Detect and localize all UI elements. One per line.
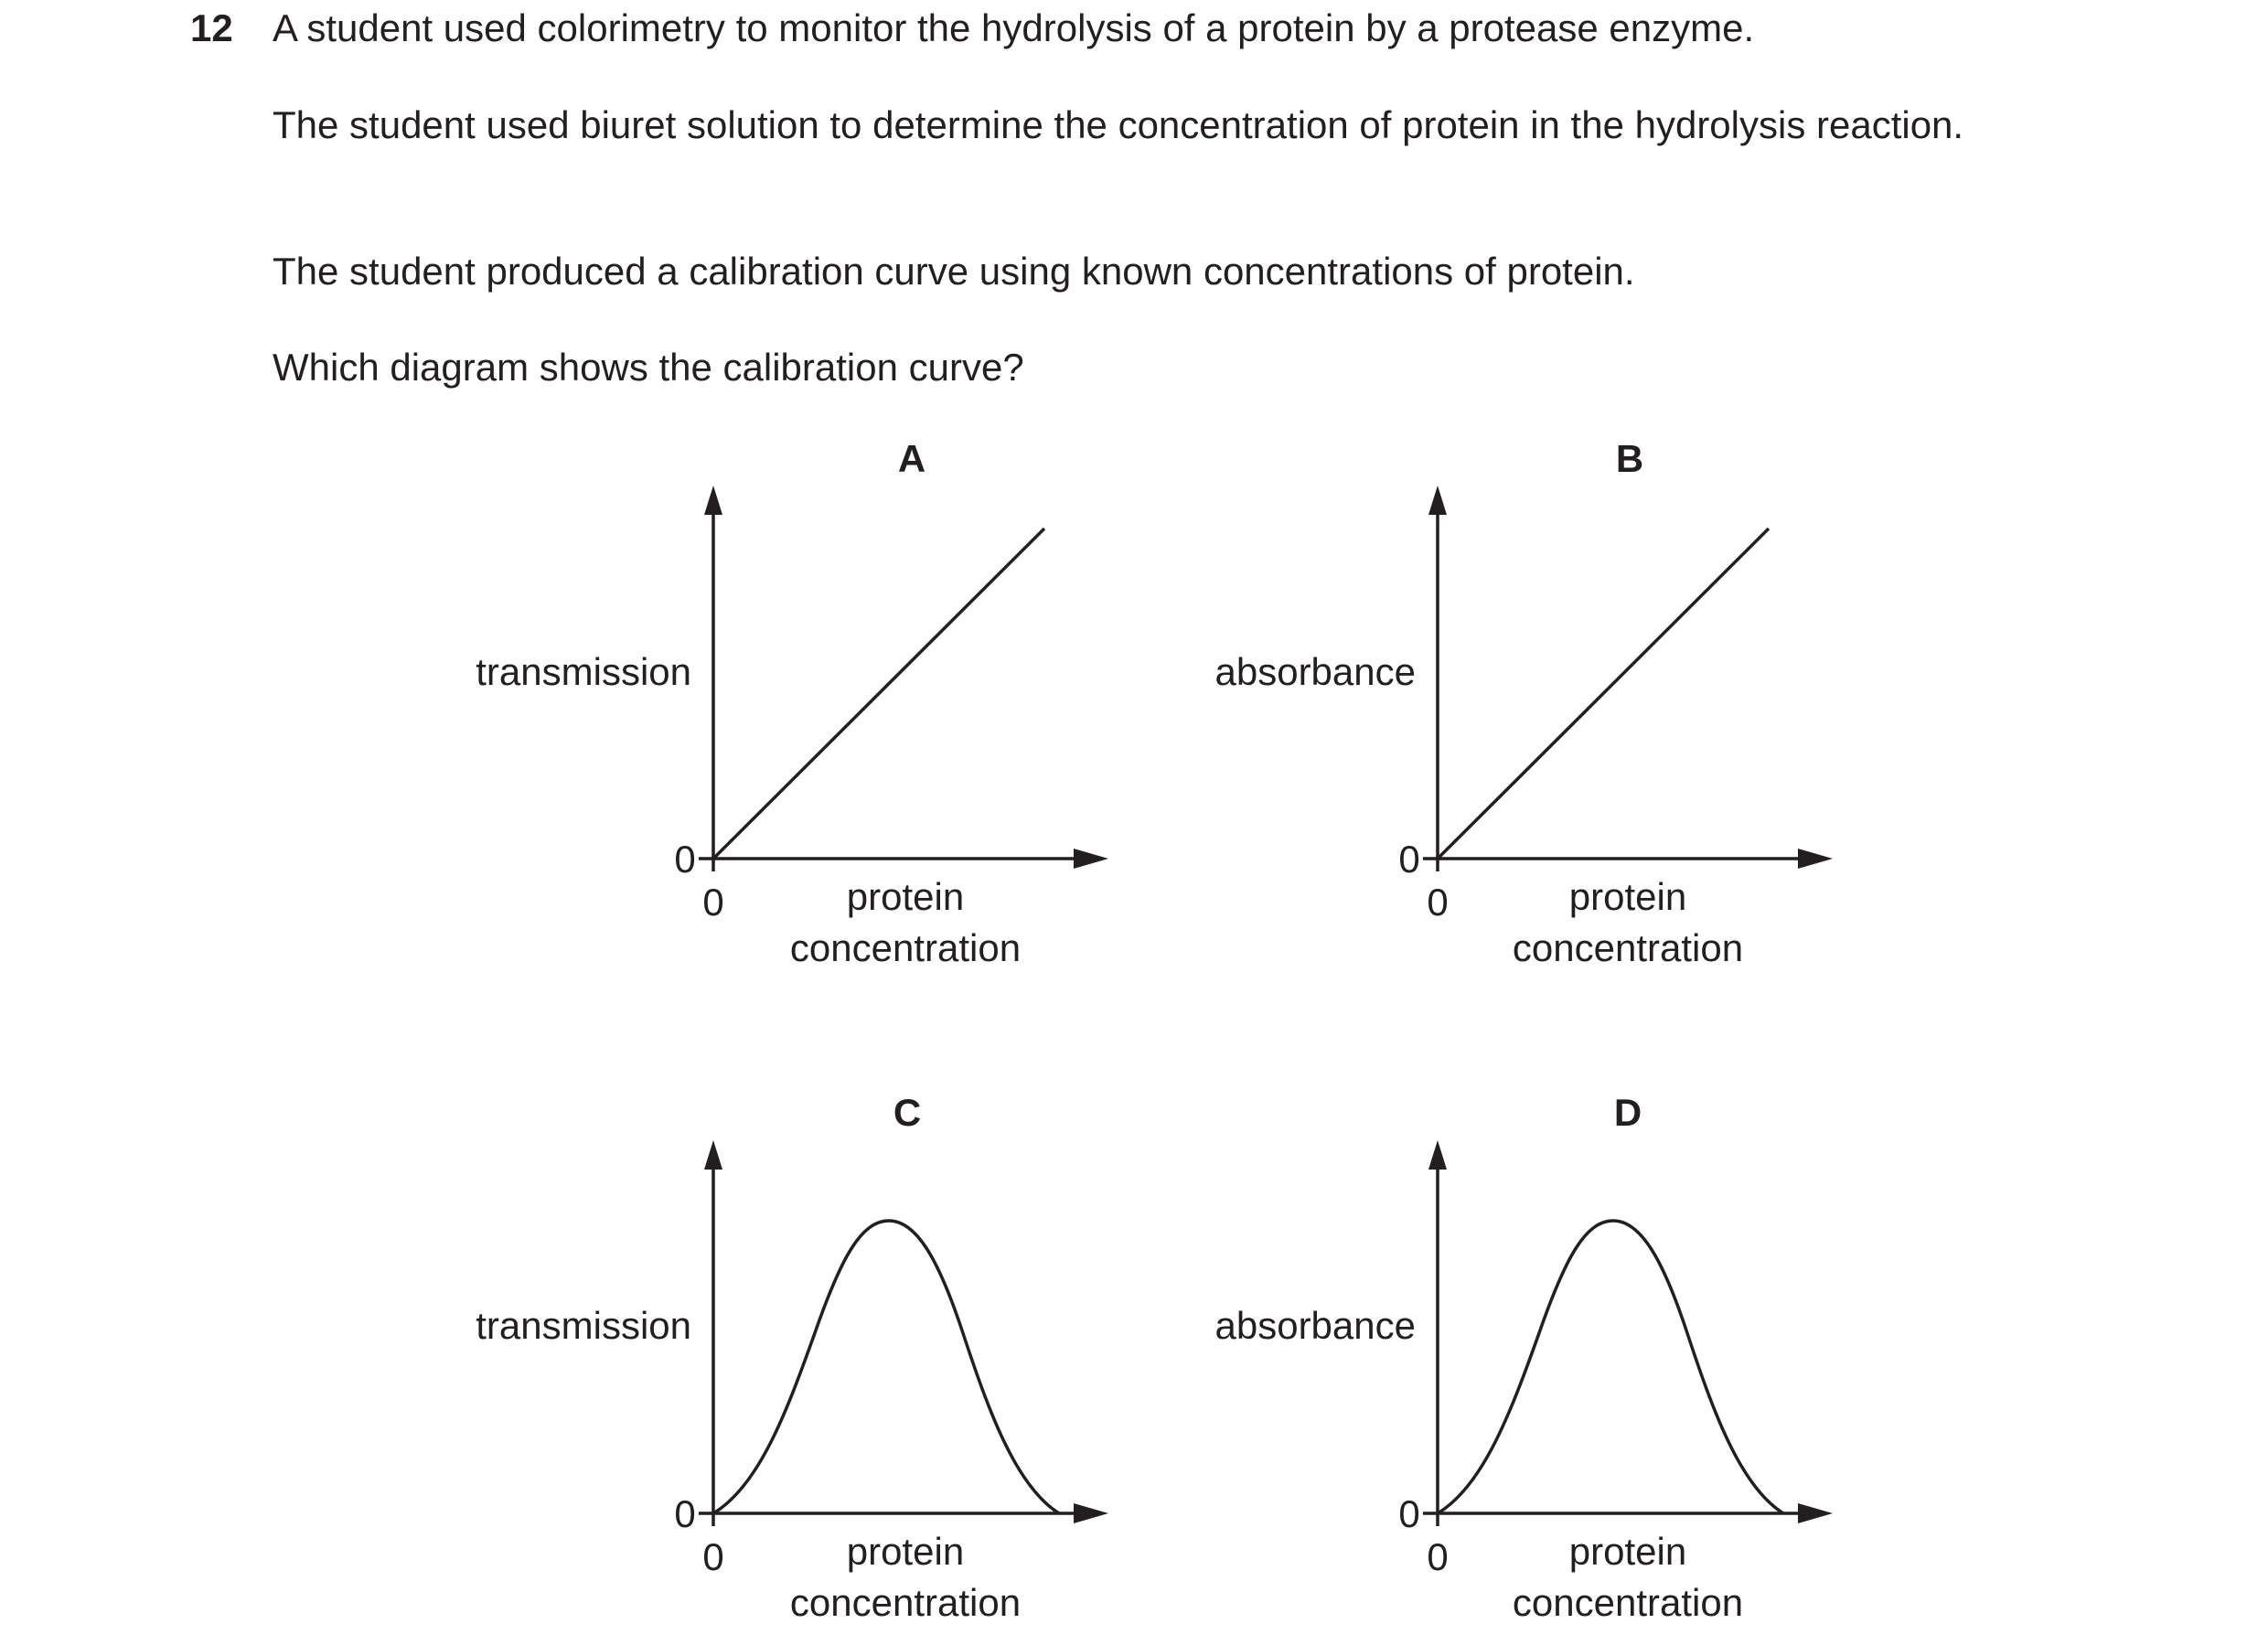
diagram-letter: A — [897, 437, 926, 480]
x-axis-label-line-1: protein — [1568, 1530, 1687, 1573]
question-stem-line-3: The student produced a calibration curve using known concentrations of protein. — [273, 250, 1635, 293]
x-axis-arrow-icon — [1798, 849, 1833, 869]
x-axis-label-line-1: protein — [1568, 875, 1687, 918]
x-axis-arrow-icon — [1074, 849, 1108, 869]
x-zero-label: 0 — [702, 1535, 724, 1578]
diagram-b — [1215, 437, 1834, 969]
x-axis-arrow-icon — [1074, 1503, 1108, 1523]
y-zero-label: 0 — [674, 1492, 696, 1535]
x-axis-label-line-1: protein — [846, 1530, 965, 1573]
y-axis-label: absorbance — [1214, 650, 1416, 693]
y-zero-label: 0 — [1398, 838, 1420, 881]
question-stem-line-2: The student used biuret solution to determine the concentration of protein in the hydrolysis reaction. — [273, 103, 1964, 146]
diagram-c — [476, 1091, 1108, 1624]
x-axis-arrow-icon — [1798, 1503, 1833, 1523]
x-zero-label: 0 — [702, 881, 724, 924]
x-axis-label-line-2: concentration — [1512, 1581, 1744, 1624]
y-axis-label: absorbance — [1214, 1304, 1416, 1347]
diagram-a — [476, 437, 1108, 969]
x-axis-label-line-2: concentration — [789, 926, 1022, 969]
y-zero-label: 0 — [674, 838, 696, 881]
y-zero-label: 0 — [1398, 1492, 1420, 1535]
y-axis-label: transmission — [476, 650, 691, 693]
calibration-curve — [1438, 1221, 1783, 1513]
diagram-letter: C — [893, 1091, 922, 1134]
question-stem-line-1: A student used colorimetry to monitor the hydrolysis of a protein by a protease enzyme. — [273, 6, 1755, 49]
calibration-curve — [1438, 529, 1769, 859]
x-axis-label-line-2: concentration — [789, 1581, 1022, 1624]
diagram-d — [1215, 1091, 1834, 1624]
y-axis-arrow-icon — [1428, 486, 1447, 515]
question-number: 12 — [190, 6, 233, 49]
x-axis-label-line-1: protein — [846, 875, 965, 918]
y-axis-arrow-icon — [1428, 1140, 1447, 1170]
diagram-letter: D — [1613, 1091, 1642, 1134]
x-axis-label-line-2: concentration — [1512, 926, 1744, 969]
x-zero-label: 0 — [1427, 1535, 1449, 1578]
calibration-curve — [713, 529, 1044, 859]
y-axis-arrow-icon — [704, 1140, 722, 1170]
y-axis-arrow-icon — [704, 486, 722, 515]
diagram-letter: B — [1615, 437, 1644, 480]
x-zero-label: 0 — [1427, 881, 1449, 924]
question-prompt: Which diagram shows the calibration curve? — [273, 346, 1024, 389]
y-axis-label: transmission — [476, 1304, 691, 1347]
calibration-curve — [713, 1221, 1059, 1513]
